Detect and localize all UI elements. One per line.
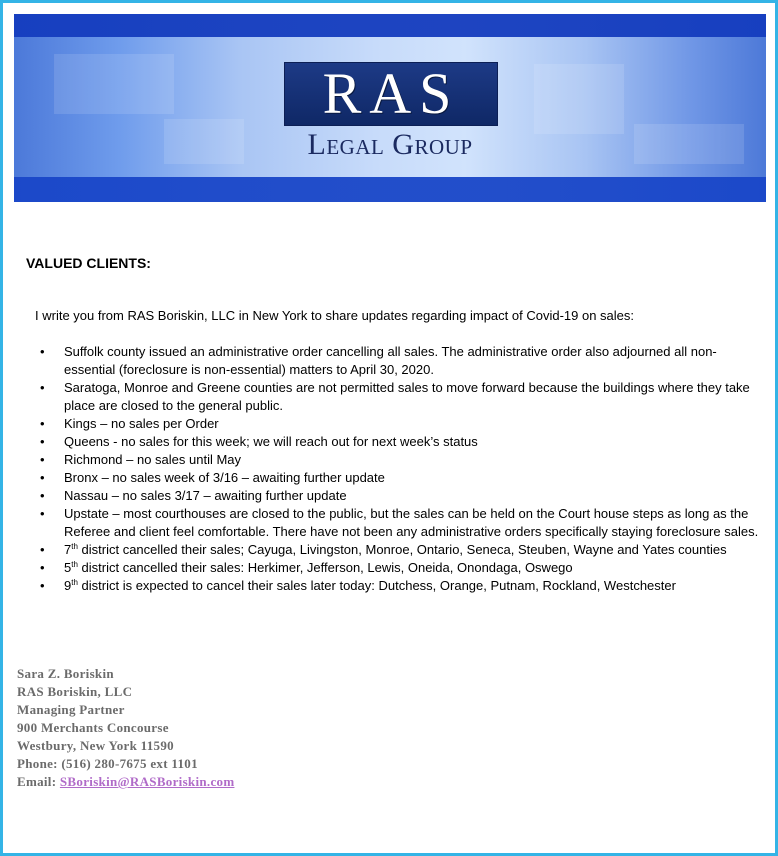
list-item: • 7th district cancelled their sales; Cayuga, Livingston, Monroe, Ontario, Seneca, Steuben, Wayne and Yates counties xyxy=(40,542,727,557)
list-item: • Kings – no sales per Order xyxy=(40,416,219,431)
email-label: Email: xyxy=(17,774,60,789)
signature-address-line-2: Westbury, New York 11590 xyxy=(17,738,174,753)
signature-title: Managing Partner xyxy=(17,702,125,717)
bullet-icon: • xyxy=(40,470,45,485)
list-item: • Bronx – no sales week of 3/16 – awaiting further update xyxy=(40,470,385,485)
signature-email-row xyxy=(17,773,234,791)
list-item: • Queens - no sales for this week; we will reach out for next week’s status xyxy=(40,434,478,449)
bullet-icon: • xyxy=(40,344,45,359)
signature-block xyxy=(17,665,234,791)
bullet-icon: • xyxy=(40,542,45,557)
list-item: • Richmond – no sales until May xyxy=(40,452,242,467)
list-item: • 9th district is expected to cancel their sales later today: Dutchess, Orange, Putnam, Rockland, Westchester xyxy=(40,578,676,593)
list-item: • Saratoga, Monroe and Greene counties are not permitted sales to move forward because the buildings where they take place are closed to the general public. xyxy=(40,380,750,413)
bullet-icon: • xyxy=(40,488,45,503)
banner-tile xyxy=(54,54,174,114)
banner-tile xyxy=(634,124,744,164)
intro-paragraph: I write you from RAS Boriskin, LLC in New York to share updates regarding impact of Covid-19 on sales: xyxy=(35,308,635,323)
list-item: • Upstate – most courthouses are closed to the public, but the sales can be held on the Court house steps as long as the Referee and client feel comfortable. There have not been any administrative orders specifically staying foreclosure sales. xyxy=(40,506,759,539)
list-item: • 5th district cancelled their sales: Herkimer, Jefferson, Lewis, Oneida, Onondaga, Oswego xyxy=(40,560,573,575)
list-item: • Nassau – no sales 3/17 – awaiting further update xyxy=(40,488,347,503)
banner-tile xyxy=(164,119,244,164)
bullet-icon: • xyxy=(40,434,45,449)
banner-tile xyxy=(534,64,624,134)
signature-phone: Phone: (516) 280-7675 ext 1101 xyxy=(17,756,198,771)
logo-mark xyxy=(284,62,498,126)
signature-company: RAS Boriskin, LLC xyxy=(17,684,133,699)
update-list xyxy=(36,343,766,595)
bullet-icon: • xyxy=(40,578,45,593)
bullet-icon: • xyxy=(40,560,45,575)
email-link[interactable]: SBoriskin@RASBoriskin.com xyxy=(59,774,235,789)
logo-subtitle: Legal Group xyxy=(307,128,473,161)
logo-main-text: RAS xyxy=(322,61,460,126)
bullet-icon: • xyxy=(40,416,45,431)
salutation-heading: VALUED CLIENTS: xyxy=(26,255,151,271)
header-banner xyxy=(14,14,766,202)
signature-name: Sara Z. Boriskin xyxy=(17,666,114,681)
bullet-icon: • xyxy=(40,506,45,521)
signature-address-line-1: 900 Merchants Concourse xyxy=(17,720,169,735)
bullet-icon: • xyxy=(40,380,45,395)
bullet-icon: • xyxy=(40,452,45,467)
list-item: • Suffolk county issued an administrative order cancelling all sales. The administrative order also adjourned all non-essential (foreclosure is non-essential) matters to April 30, 2020. xyxy=(40,344,717,377)
